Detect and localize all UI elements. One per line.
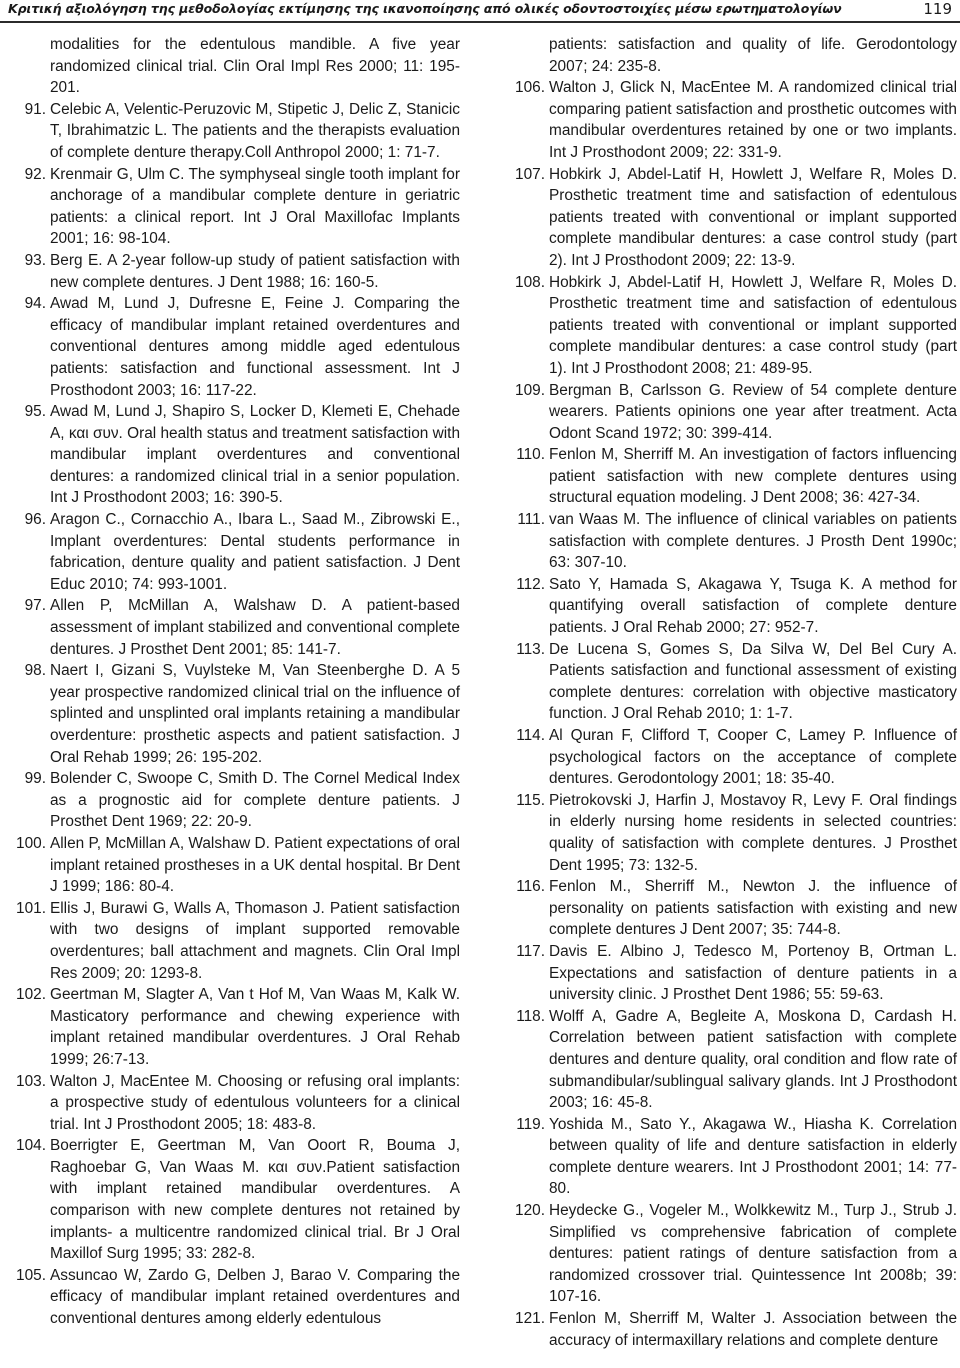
reference-number: 91. — [24, 100, 46, 118]
reference-number: 115. — [516, 791, 545, 809]
reference-text: Wolff A, Gadre A, Begleite A, Moskona D, Cardash H. Correlation between patient satisfaction with complete dentures and denture quality, oral condition and flow rate of submandibular/sublingual salivary glands. Int J Prosthodont 2003; 16: 45-8. — [549, 1007, 957, 1112]
reference-item — [6, 595, 460, 660]
reference-text: Naert I, Gizani S, Vuylsteke M, Van Steenberghe D. A 5 year prospective randomized clinical trial on the influence of splinted and unsplinted oral implants retaining a mandibular overdenture: prosthetic aspects and patient satisfaction. J Oral Rehab 1999; 26: 195-202. — [50, 662, 460, 766]
running-header — [0, 0, 960, 22]
reference-item — [6, 1071, 460, 1136]
reference-text: Walton J, MacEntee M. Choosing or refusing oral implants: a prospective study of edentulous volunteers for a clinical trial. Int J Prosthodont 2005; 18: 483-8. — [50, 1072, 460, 1133]
reference-list-left — [6, 99, 460, 1330]
reference-number: 99. — [24, 770, 46, 788]
reference-text: Bergman B, Carlsson G. Review of 54 complete denture wearers. Patients opinions one year after treatment. Acta Odont Scand 1972; 30: 399-414. — [549, 381, 957, 442]
right-column — [505, 34, 957, 1351]
reference-text: Hobkirk J, Abdel-Latif H, Howlett J, Welfare R, Moles D. Prosthetic treatment time and satisfaction of edentulous patients treated with conventional or implant supported complete mandibular dentures: a case control study (part 2). Int J Prosthodont 2009; 22: 13-9. — [549, 165, 957, 269]
reference-number: 101. — [16, 899, 46, 917]
reference-number: 97. — [24, 597, 46, 615]
reference-item — [6, 99, 460, 164]
reference-item — [6, 768, 460, 833]
reference-text: Hobkirk J, Abdel-Latif H, Howlett J, Welfare R, Moles D. Prosthetic treatment time and satisfaction of edentulous patients treated with conventional or implant supported complete mandibular dentures: a case control study (part 1). Int J Prosthodont 2008; 21: 489-95. — [549, 273, 957, 377]
reference-text: Fenlon M, Sherriff M, Walter J. Association between the accuracy of intermaxillary relations and complete denture — [549, 1310, 957, 1349]
reference-item — [505, 1200, 957, 1308]
reference-number: 108. — [515, 273, 545, 291]
reference-text: Krenmair G, Ulm C. The symphyseal single tooth implant for anchorage of a mandibular complete denture in geriatric patients: a clinical report. Int J Oral Maxillofac Implants 2001; 16: 98-104. — [50, 165, 460, 248]
reference-number: 96. — [24, 511, 46, 529]
reference-item — [505, 790, 957, 876]
reference-number: 110. — [516, 446, 545, 464]
reference-text: De Lucena S, Gomes S, Da Silva W, Del Bel Cury A. Patients satisfaction and functional assessment of existing complete dentures: correlation with objective masticatory function. J Oral Rehab 2010; 1: 1-7. — [549, 640, 957, 723]
reference-continuation: modalities for the edentulous mandible. A five year randomized clinical trial. Clin Oral Impl Res 2000; 11: 195-201. — [50, 36, 460, 97]
page-number: 119 — [923, 0, 952, 18]
reference-item — [6, 833, 460, 898]
reference-number: 121. — [515, 1310, 545, 1328]
reference-item — [505, 1006, 957, 1114]
reference-text: Walton J, Glick N, MacEntee M. A randomized clinical trial comparing patient satisfaction and prosthetic outcomes with mandibular overdentures retained by one or two implants. Int J Prosthodont 2009; 22: 331-9. — [549, 79, 957, 161]
reference-text: Al Quran F, Clifford T, Cooper C, Lamey P. Influence of psychological factors on the acceptance of complete dentures. Gerodontology 2001; 18: 35-40. — [549, 727, 957, 788]
reference-text: Berg E. A 2-year follow-up study of patient satisfaction with new complete dentures. J Dent 1988; 16: 160-5. — [50, 251, 460, 291]
reference-item — [6, 164, 460, 250]
reference-text: Celebic A, Velentic-Peruzovic M, Stipetic J, Delic Z, Stanicic T, Ibrahimatzic L. The patients and the therapists evaluation of complete denture therapy.Coll Anthropol 2000; 1: 71-7. — [50, 100, 460, 161]
reference-item — [6, 293, 460, 401]
reference-text: Fenlon M, Sherriff M. An investigation of factors influencing patient satisfaction with new complete dentures using structural equation modeling. J Dent 2008; 36: 427-34. — [549, 446, 957, 507]
running-header-title: Κριτική αξιολόγηση της μεθοδολογίας εκτίμησης της ικανοποίησης από ολικές οδοντοστοιχίες μέσω ερωτηματολογίων — [8, 1, 842, 16]
reference-text: Yoshida M., Sato Y., Akagawa W., Hiasha K. Correlation between quality of life and denture satisfaction in elderly complete denture wearers. Int J Prosthodont 2001; 14: 77-80. — [549, 1115, 957, 1198]
reference-text: Davis E. Albino J, Tedesco M, Portenoy B, Ortman L. Expectations and satisfaction of denture patients in a university clinic. J Prosthet Dent 1986; 55: 59-63. — [549, 942, 957, 1004]
reference-number: 118. — [516, 1007, 545, 1025]
reference-number: 109. — [515, 381, 545, 399]
reference-number: 111. — [517, 511, 545, 529]
reference-number: 93. — [24, 251, 46, 269]
reference-text: Sato Y, Hamada S, Akagawa Y, Tsuga K. A method for quantifying overall satisfaction of complete denture patients. J Oral Rehab 2000; 27: 952-7. — [549, 575, 957, 637]
reference-text: Allen P, McMillan A, Walshaw D. A patient-based assessment of implant stabilized and conventional complete dentures. J Prosthet Dent 2001; 85: 141-7. — [50, 597, 460, 658]
reference-number: 105. — [16, 1266, 46, 1284]
reference-item — [505, 164, 957, 272]
reference-number: 120. — [515, 1202, 545, 1220]
reference-number: 107. — [515, 165, 545, 183]
reference-text: Awad M, Lund J, Dufresne E, Feine J. Comparing the efficacy of mandibular implant retained overdentures and conventional dentures among middle aged edentulous patients: satisfaction and functional assessment. Int J Prosthodont 2003; 16: 117-22. — [50, 295, 460, 399]
reference-item — [6, 250, 460, 293]
reference-text: Geertman M, Slagter A, Van t Hof M, Van Waas M, Kalk W. Masticatory performance and chewing experience with implant retained mandibular overdentures. J Oral Rehab 1999; 26:7-13. — [50, 986, 460, 1068]
reference-text: Aragon C., Cornacchio A., Ibara L., Saad M., Zibrowski E., Implant overdentures: Dental students performance in fabrication, denture quality and patient satisfaction. J Dent Educ 2010; 74: 993-1001. — [50, 511, 460, 593]
reference-item — [6, 1265, 460, 1330]
reference-item — [505, 444, 957, 509]
reference-continuation: patients: satisfaction and quality of life. Gerodontology 2007; 24: 235-8. — [549, 36, 957, 75]
reference-number: 100. — [16, 834, 46, 852]
reference-number: 117. — [516, 942, 545, 960]
reference-item — [6, 509, 460, 595]
reference-list-right — [505, 77, 957, 1351]
reference-number: 94. — [24, 295, 46, 313]
reference-item — [505, 876, 957, 941]
reference-item — [505, 509, 957, 574]
reference-item — [505, 272, 957, 380]
reference-item — [505, 77, 957, 163]
reference-number: 113. — [516, 640, 545, 658]
reference-number: 104. — [16, 1137, 46, 1155]
reference-text: Bolender C, Swoope C, Smith D. The Cornel Medical Index as a prognostic aid for complete denture patients. J Prosthet Dent 1969; 22: 20-9. — [50, 770, 460, 831]
reference-item — [6, 401, 460, 509]
reference-text: Assuncao W, Zardo G, Delben J, Barao V. Comparing the efficacy of mandibular implant retained overdentures and conventional dentures among elderly edentulous — [50, 1266, 460, 1328]
reference-item — [505, 1308, 957, 1351]
reference-number: 103. — [16, 1072, 46, 1090]
reference-text: Awad M, Lund J, Shapiro S, Locker D, Klemeti E, Chehade A, και συν. Oral health status and treatment satisfaction with mandibular implant overdentures and conventional dentures: a randomized clinical trial in a senior population. Int J Prosthodont 2003; 16: 390-5. — [50, 403, 460, 507]
reference-number: 119. — [516, 1115, 545, 1133]
left-column — [6, 34, 460, 1330]
header-rule — [0, 21, 960, 23]
reference-item — [6, 660, 460, 768]
reference-text: Boerrigter E, Geertman M, Van Ooort R, Bouma J, Raghoebar G, Van Waas M. και συν.Patient satisfaction with implant retained mandibular overdentures. A comparison with new complete dentures not retained by implants- a multicentre randomized clinical trial. Br J Oral Maxillof Surg 1995; 33: 282-8. — [50, 1137, 460, 1263]
reference-item — [6, 1135, 460, 1265]
reference-item — [505, 941, 957, 1006]
reference-text: Ellis J, Burawi G, Walls A, Thomason J. Patient satisfaction with two designs of implant supported removable overdentures; ball attachment and magnets. Clin Oral Impl Res 2009; 20: 1293-8. — [50, 899, 460, 982]
reference-text: van Waas M. The influence of clinical variables on patients satisfaction with complete dentures. J Prosth Dent 1990c; 63: 307-10. — [549, 511, 957, 572]
reference-number: 102. — [16, 986, 46, 1004]
reference-item — [6, 898, 460, 984]
reference-item — [505, 1114, 957, 1200]
reference-text: Heydecke G., Vogeler M., Wolkkewitz M., Turp J., Strub J. Simplified vs comprehensive fabrication of complete dentures: patient ratings of denture satisfaction from a randomized crossover trial. Quintessence Int 2008b; 39: 107-16. — [549, 1202, 957, 1306]
reference-item — [6, 984, 460, 1070]
reference-number: 92. — [24, 165, 46, 183]
reference-item — [505, 725, 957, 790]
reference-number: 95. — [24, 403, 46, 421]
reference-text: Allen P, McMillan A, Walshaw D. Patient expectations of oral implant retained prostheses in a UK dental hospital. Br Dent J 1999; 186: 80-4. — [50, 834, 460, 896]
reference-number: 106. — [515, 79, 545, 97]
reference-item — [505, 380, 957, 445]
reference-text: Pietrokovski J, Harfin J, Mostavoy R, Levy F. Oral findings in elderly nursing home residents in selected countries: quality of satisfaction with complete dentures. J Prosthet Dent 1995; 73: 132-5. — [549, 791, 957, 874]
reference-item — [505, 639, 957, 725]
reference-item — [505, 574, 957, 639]
reference-number: 112. — [516, 575, 545, 593]
reference-text: Fenlon M., Sherriff M., Newton J. the influence of personality on patients satisfaction with existing and new complete dentures J Dent 2007; 35: 744-8. — [549, 878, 957, 939]
reference-number: 114. — [516, 727, 545, 744]
reference-number: 98. — [24, 662, 46, 680]
reference-number: 116. — [516, 878, 545, 896]
